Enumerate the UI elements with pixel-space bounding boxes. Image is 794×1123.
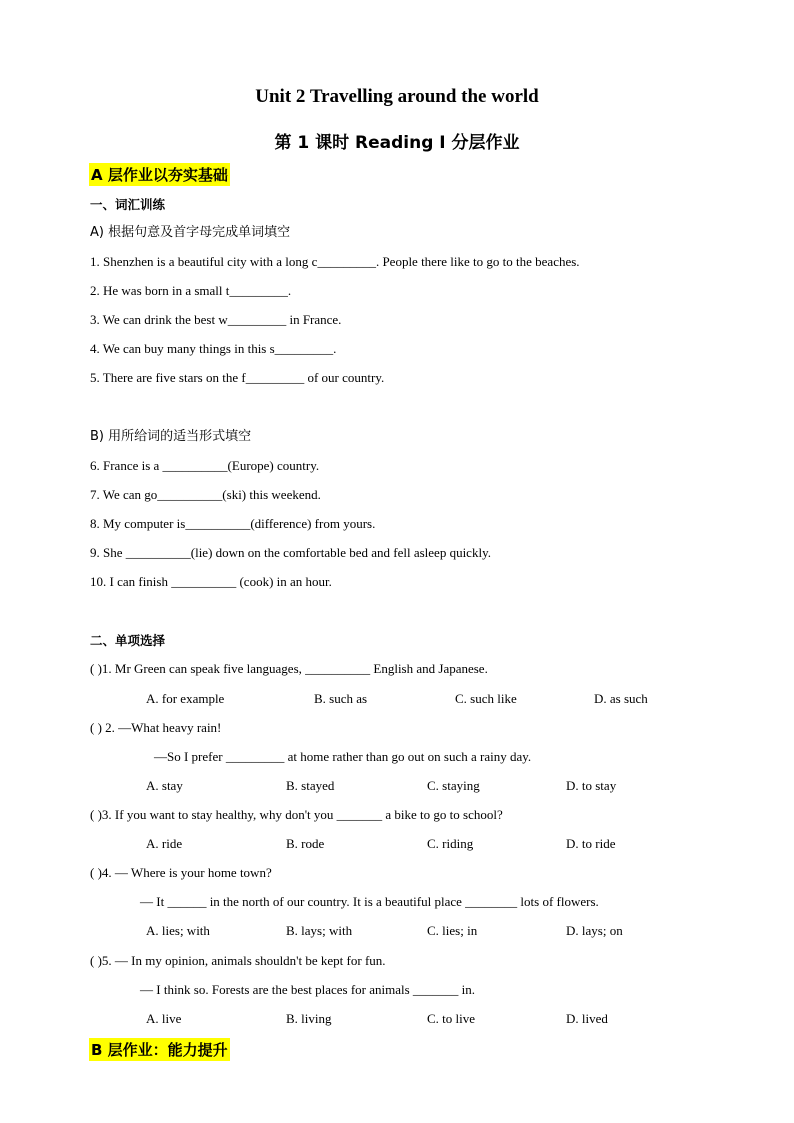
vocab-item-4: 4. We can buy many things in this s_________. — [90, 341, 337, 356]
mc-question-4: ( )4. — Where is your home town? — [90, 865, 272, 880]
mc-5-extra-line: — I think so. Forests are the best places for animals _______ in. — [140, 982, 476, 997]
mc-4-option-b: B. lays; with — [286, 923, 353, 938]
mc-2-option-a: A. stay — [146, 778, 183, 793]
form-item-9: 9. She __________(lie) down on the comfortable bed and fell asleep quickly. — [90, 545, 491, 560]
mc-3-option-b: B. rode — [286, 836, 325, 851]
mc-5-option-c: C. to live — [427, 1011, 476, 1026]
mc-question-3: ( )3. If you want to stay healthy, why don't you _______ a bike to go to school? — [90, 807, 503, 822]
mc-4-option-c: C. lies; in — [427, 923, 478, 938]
mc-1-option-a: A. for example — [146, 691, 225, 706]
sub-a-instruction: A) 根据句意及首字母完成单词填空 — [90, 225, 291, 240]
mc-2-option-c: C. staying — [427, 778, 480, 793]
mc-2-extra-line: —So I prefer _________ at home rather than go out on such a rainy day. — [154, 749, 532, 764]
mc-1-option-b: B. such as — [314, 691, 368, 706]
section-multiple-choice-title: 二、单项选择 — [90, 633, 166, 648]
mc-4-option-d: D. lays; on — [566, 923, 623, 938]
mc-2-option-d: D. to stay — [566, 778, 617, 793]
mc-question-5: ( )5. — In my opinion, animals shouldn't be kept for fun. — [90, 953, 386, 968]
level-a-heading: A 层作业以夯实基础 — [89, 163, 230, 186]
mc-3-option-d: D. to ride — [566, 836, 616, 851]
mc-4-option-a: A. lies; with — [146, 923, 210, 938]
mc-5-option-d: D. lived — [566, 1011, 608, 1026]
vocab-item-1: 1. Shenzhen is a beautiful city with a long c_________. People there like to go to the beaches. — [90, 254, 580, 269]
sub-b-instruction: B) 用所给词的适当形式填空 — [90, 429, 252, 444]
page-subtitle: 第 1 课时 Reading I 分层作业 — [274, 133, 520, 153]
form-item-7: 7. We can go__________(ski) this weekend. — [90, 487, 321, 502]
mc-5-option-b: B. living — [286, 1011, 332, 1026]
mc-2-option-b: B. stayed — [286, 778, 335, 793]
mc-1-option-d: D. as such — [594, 691, 648, 706]
level-b-heading: B 层作业：能力提升 — [89, 1038, 230, 1061]
section-vocabulary-title: 一、词汇训练 — [90, 197, 166, 212]
vocab-item-5: 5. There are five stars on the f_________ of our country. — [90, 370, 385, 385]
mc-question-1: ( )1. Mr Green can speak five languages, __________ English and Japanese. — [90, 661, 488, 676]
vocab-item-3: 3. We can drink the best w_________ in France. — [90, 312, 342, 327]
mc-4-extra-line: — It ______ in the north of our country. It is a beautiful place ________ lots of flowers. — [140, 894, 599, 909]
vocab-item-2: 2. He was born in a small t_________. — [90, 283, 292, 298]
form-item-8: 8. My computer is__________(difference) from yours. — [90, 516, 376, 531]
mc-5-option-a: A. live — [146, 1011, 182, 1026]
form-item-6: 6. France is a __________(Europe) country. — [90, 458, 320, 473]
mc-3-option-a: A. ride — [146, 836, 183, 851]
page-title: Unit 2 Travelling around the world — [255, 86, 539, 107]
mc-3-option-c: C. riding — [427, 836, 474, 851]
mc-1-option-c: C. such like — [455, 691, 517, 706]
form-item-10: 10. I can finish __________ (cook) in an hour. — [90, 574, 332, 589]
mc-question-2: ( ) 2. —What heavy rain! — [90, 720, 222, 735]
